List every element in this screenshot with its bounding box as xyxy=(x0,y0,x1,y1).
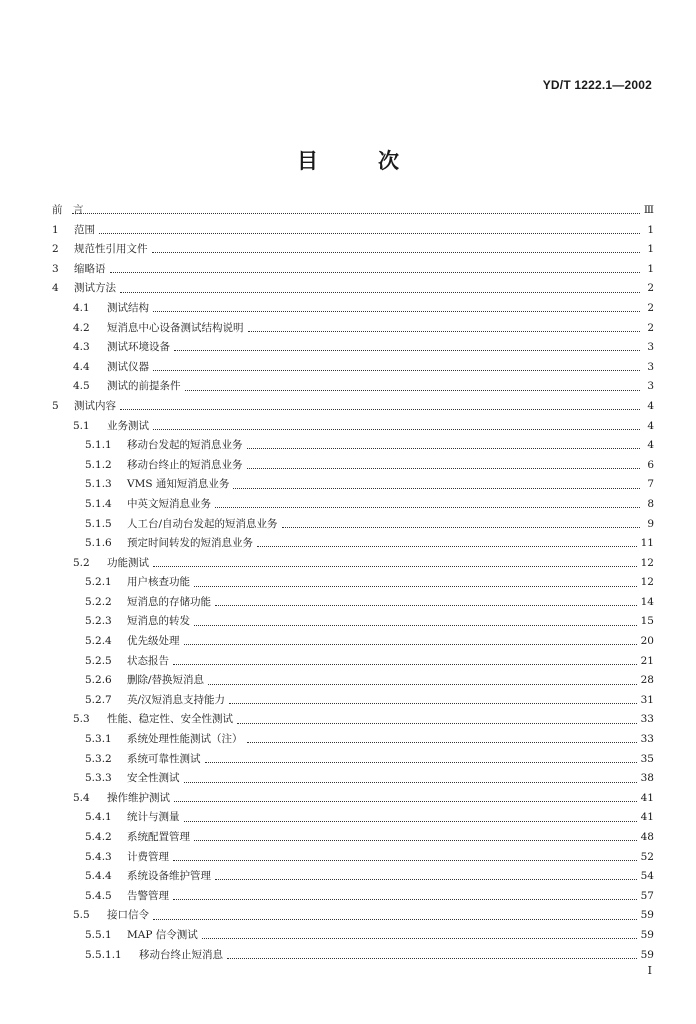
toc-entry-page: 33 xyxy=(640,713,654,726)
toc-entry[interactable] xyxy=(52,848,654,868)
toc-dot-leader xyxy=(208,684,637,685)
toc-entry[interactable] xyxy=(52,240,654,260)
toc-entry-title: 系统配置管理 xyxy=(127,831,190,843)
toc-entry[interactable] xyxy=(52,691,654,711)
toc-dot-leader xyxy=(184,821,637,822)
toc-entry-page: 11 xyxy=(640,537,654,550)
toc-entry-title: 系统可靠性测试 xyxy=(127,752,201,765)
toc-entry[interactable] xyxy=(52,299,654,319)
toc-entry-page: 59 xyxy=(640,909,654,922)
toc-entry-number: 5.3 xyxy=(73,713,90,726)
toc-entry-title: 移动台终止短消息 xyxy=(139,948,223,961)
toc-entry-number: 5 xyxy=(52,399,59,412)
toc-entry[interactable] xyxy=(52,906,654,926)
toc-entry-number: 1 xyxy=(52,223,59,236)
toc-entry-title: 功能测试 xyxy=(107,556,149,569)
toc-entry[interactable] xyxy=(52,769,654,789)
toc-entry[interactable] xyxy=(52,475,654,495)
toc-entry-page: 12 xyxy=(640,556,654,569)
toc-dot-leader xyxy=(153,429,640,430)
toc-entry[interactable] xyxy=(52,377,654,397)
toc-dot-leader xyxy=(152,252,641,253)
toc-dot-leader xyxy=(215,507,640,508)
toc-entry-title: 删除/替换短消息 xyxy=(127,674,205,687)
toc-entry-title: 计费管理 xyxy=(127,850,169,863)
toc-entry-title: 缩略语 xyxy=(74,262,106,275)
toc-entry[interactable] xyxy=(52,926,654,946)
page-title xyxy=(0,145,696,175)
toc-entry-page: 1 xyxy=(647,223,654,236)
toc-entry[interactable] xyxy=(52,867,654,887)
toc-dot-leader xyxy=(185,390,641,391)
toc-entry-number: 5.4.4 xyxy=(85,870,112,883)
toc-entry-title: 短消息中心设备测试结构说明 xyxy=(107,321,244,334)
toc-entry-number: 4.5 xyxy=(73,380,90,393)
toc-entry-number: 5.1.2 xyxy=(85,458,112,471)
toc-entry-title: 移动台终止的短消息业务 xyxy=(127,458,243,471)
toc-entry-title: 告警管理 xyxy=(127,889,169,902)
toc-entry-title: 统计与测量 xyxy=(127,811,180,824)
toc-entry[interactable] xyxy=(52,573,654,593)
toc-entry[interactable] xyxy=(52,534,654,554)
toc-entry[interactable] xyxy=(52,436,654,456)
toc-entry-title: 预定时间转发的短消息业务 xyxy=(127,537,253,550)
toc-entry-number: 5.1.6 xyxy=(85,537,112,550)
toc-entry[interactable] xyxy=(52,495,654,515)
toc-entry-number: 5.1.1 xyxy=(85,439,112,452)
toc-dot-leader xyxy=(247,742,637,743)
toc-entry[interactable] xyxy=(52,260,654,280)
toc-entry[interactable] xyxy=(52,652,654,672)
toc-entry-number: 2 xyxy=(52,243,59,256)
toc-dot-leader xyxy=(184,782,637,783)
toc-entry[interactable] xyxy=(52,201,654,221)
toc-entry-page: 8 xyxy=(647,497,654,510)
toc-entry-title: 测试内容 xyxy=(74,399,116,412)
toc-entry-number: 5.3.2 xyxy=(85,752,112,765)
toc-entry-page: 48 xyxy=(640,831,654,843)
toc-entry-page: 54 xyxy=(640,870,654,883)
toc-entry[interactable] xyxy=(52,279,654,299)
toc-entry-title: 状态报告 xyxy=(127,654,169,667)
toc-entry-page: 38 xyxy=(640,772,654,785)
toc-entry[interactable] xyxy=(52,221,654,241)
toc-entry-page: 4 xyxy=(647,399,654,412)
toc-entry-page: 21 xyxy=(640,654,654,667)
toc-entry[interactable] xyxy=(52,397,654,417)
toc-entry-number: 5.1.4 xyxy=(85,497,112,510)
toc-entry-page: 31 xyxy=(640,693,654,706)
toc-dot-leader xyxy=(174,801,637,802)
toc-entry-number: 4.3 xyxy=(73,341,90,354)
title-char-1: 目 xyxy=(297,148,318,173)
toc-entry[interactable] xyxy=(52,554,654,574)
toc-entry-number: 5.2.4 xyxy=(85,635,112,648)
toc-entry-page: 57 xyxy=(640,889,654,902)
toc-entry-page: 59 xyxy=(640,948,654,961)
toc-entry[interactable] xyxy=(52,612,654,632)
toc-entry-page: 9 xyxy=(647,517,654,530)
toc-dot-leader xyxy=(237,723,637,724)
toc-entry-title: 规范性引用文件 xyxy=(74,243,148,256)
toc-entry-title: 接口信令 xyxy=(107,909,149,922)
toc-entry-number: 4 xyxy=(52,282,59,295)
toc-entry-page: 12 xyxy=(640,576,654,589)
toc-entry-title: 短消息的转发 xyxy=(127,615,190,628)
toc-entry-number: 5.3.1 xyxy=(85,733,112,746)
toc-dot-leader xyxy=(153,370,640,371)
toc-dot-leader xyxy=(99,233,640,234)
toc-entry-title: 业务测试 xyxy=(107,419,149,432)
toc-entry-title: 英/汉短消息支持能力 xyxy=(127,693,226,706)
toc-entry-title: 系统处理性能测试（注） xyxy=(127,733,243,746)
toc-dot-leader xyxy=(194,586,637,587)
toc-dot-leader xyxy=(229,703,637,704)
toc-entry-number: 5.1.3 xyxy=(85,478,112,491)
toc-entry-number: 5.2.5 xyxy=(85,654,112,667)
toc-dot-leader xyxy=(120,409,640,410)
toc-entry-title: 测试环境设备 xyxy=(107,341,170,354)
toc-entry-title: 测试仪器 xyxy=(107,360,149,373)
toc-entry[interactable] xyxy=(52,808,654,828)
toc-entry-title: 系统设备维护管理 xyxy=(127,870,211,883)
toc-dot-leader xyxy=(282,527,640,528)
toc-entry-page: 33 xyxy=(640,733,654,746)
toc-entry-title: MAP 信令测试 xyxy=(127,928,198,941)
toc-entry-number: 4.2 xyxy=(73,321,90,334)
toc-entry-page: 14 xyxy=(640,595,654,608)
title-char-2: 次 xyxy=(378,148,399,173)
toc-dot-leader xyxy=(248,331,641,332)
toc-dot-leader xyxy=(110,272,641,273)
table-of-contents xyxy=(52,201,654,965)
toc-dot-leader xyxy=(174,350,640,351)
toc-entry-number: 5.2.7 xyxy=(85,693,112,706)
toc-entry-number: 5.5 xyxy=(73,909,90,922)
toc-entry-title: VMS 通知短消息业务 xyxy=(127,478,230,491)
toc-entry[interactable] xyxy=(52,671,654,691)
toc-entry-title: 测试方法 xyxy=(74,282,116,295)
toc-entry-number: 4.1 xyxy=(73,301,90,314)
toc-entry-page: 35 xyxy=(640,752,654,765)
toc-entry-title: 性能、稳定性、安全性测试 xyxy=(107,713,233,726)
toc-entry-number: 3 xyxy=(52,262,59,275)
toc-entry-number: 5.5.1.1 xyxy=(85,948,122,961)
toc-entry-page: 1 xyxy=(647,243,654,256)
toc-entry-number: 5.1 xyxy=(73,419,90,432)
toc-entry[interactable] xyxy=(52,632,654,652)
toc-dot-leader xyxy=(184,644,637,645)
toc-entry-title: 测试的前提条件 xyxy=(107,380,181,393)
toc-entry[interactable] xyxy=(52,710,654,730)
toc-entry-title: 人工台/自动台发起的短消息业务 xyxy=(127,517,278,530)
toc-entry[interactable] xyxy=(52,946,654,966)
toc-dot-leader xyxy=(173,860,637,861)
toc-entry[interactable] xyxy=(52,887,654,907)
toc-entry-title: 优先级处理 xyxy=(127,635,180,648)
toc-dot-leader xyxy=(72,213,640,214)
toc-dot-leader xyxy=(202,938,637,939)
toc-entry-number: 5.5.1 xyxy=(85,928,112,941)
toc-entry-page: 4 xyxy=(647,439,654,452)
toc-entry-number: 5.3.3 xyxy=(85,772,112,785)
toc-entry-title: 移动台发起的短消息业务 xyxy=(127,439,243,452)
toc-entry-page: 3 xyxy=(647,380,654,393)
toc-dot-leader xyxy=(153,919,637,920)
toc-entry[interactable] xyxy=(52,789,654,809)
toc-entry-page: 2 xyxy=(647,282,654,295)
toc-dot-leader xyxy=(247,468,641,469)
toc-dot-leader xyxy=(194,625,637,626)
toc-entry-page: 41 xyxy=(640,811,654,824)
toc-entry-page: Ⅲ xyxy=(643,204,654,216)
toc-dot-leader xyxy=(120,292,640,293)
toc-entry-page: 59 xyxy=(640,928,654,941)
toc-entry-number: 5.1.5 xyxy=(85,517,112,530)
toc-entry-number: 5.2.6 xyxy=(85,674,112,687)
toc-entry-title: 中英文短消息业务 xyxy=(127,497,211,510)
toc-dot-leader xyxy=(247,448,641,449)
toc-dot-leader xyxy=(153,311,640,312)
toc-entry[interactable] xyxy=(52,515,654,535)
toc-entry[interactable] xyxy=(52,417,654,437)
toc-dot-leader xyxy=(215,879,637,880)
toc-entry-page: 20 xyxy=(640,635,654,648)
toc-dot-leader xyxy=(233,488,640,489)
toc-entry-page: 52 xyxy=(640,850,654,863)
toc-entry[interactable] xyxy=(52,456,654,476)
toc-entry-number: 5.4.1 xyxy=(85,811,112,824)
toc-dot-leader xyxy=(227,958,637,959)
toc-entry[interactable] xyxy=(52,338,654,358)
toc-entry-number: 前 言 xyxy=(52,204,84,216)
toc-entry-number: 5.2 xyxy=(73,556,90,569)
toc-dot-leader xyxy=(153,566,637,567)
standard-code: YD/T 1222.1—2002 xyxy=(542,78,652,92)
toc-entry-page: 4 xyxy=(647,419,654,432)
toc-entry-page: 15 xyxy=(640,615,654,628)
toc-entry[interactable] xyxy=(52,750,654,770)
toc-entry-number: 5.4.3 xyxy=(85,850,112,863)
toc-dot-leader xyxy=(173,899,637,900)
toc-entry-page: 6 xyxy=(647,458,654,471)
toc-dot-leader xyxy=(173,664,637,665)
page-number: I xyxy=(647,964,652,977)
toc-entry-title: 用户核查功能 xyxy=(127,576,190,589)
toc-entry[interactable] xyxy=(52,593,654,613)
toc-entry-page: 7 xyxy=(647,478,654,491)
toc-entry-number: 5.4.5 xyxy=(85,889,112,902)
toc-entry-title: 安全性测试 xyxy=(127,772,180,785)
toc-entry-page: 1 xyxy=(647,262,654,275)
toc-dot-leader xyxy=(205,762,637,763)
toc-entry[interactable] xyxy=(52,730,654,750)
toc-entry-page: 3 xyxy=(647,360,654,373)
toc-entry-title: 测试结构 xyxy=(107,301,149,314)
toc-dot-leader xyxy=(215,605,637,606)
toc-entry-number: 5.2.3 xyxy=(85,615,112,628)
toc-entry-number: 5.2.1 xyxy=(85,576,112,589)
toc-entry-page: 2 xyxy=(647,321,654,334)
toc-entry-number: 5.2.2 xyxy=(85,595,112,608)
toc-dot-leader xyxy=(257,546,637,547)
toc-dot-leader xyxy=(194,840,637,841)
toc-entry-number: 5.4 xyxy=(73,791,90,804)
toc-entry-page: 41 xyxy=(640,791,654,804)
toc-entry-title: 短消息的存储功能 xyxy=(127,595,211,608)
toc-entry-page: 3 xyxy=(647,341,654,354)
toc-entry[interactable] xyxy=(52,828,654,848)
toc-entry[interactable] xyxy=(52,358,654,378)
toc-entry-page: 2 xyxy=(647,301,654,314)
toc-entry-title: 操作维护测试 xyxy=(107,791,170,804)
toc-entry-page: 28 xyxy=(640,674,654,687)
toc-entry[interactable] xyxy=(52,319,654,339)
toc-entry-number: 5.4.2 xyxy=(85,831,112,843)
toc-entry-number: 4.4 xyxy=(73,360,90,373)
toc-entry-title: 范围 xyxy=(74,223,95,236)
